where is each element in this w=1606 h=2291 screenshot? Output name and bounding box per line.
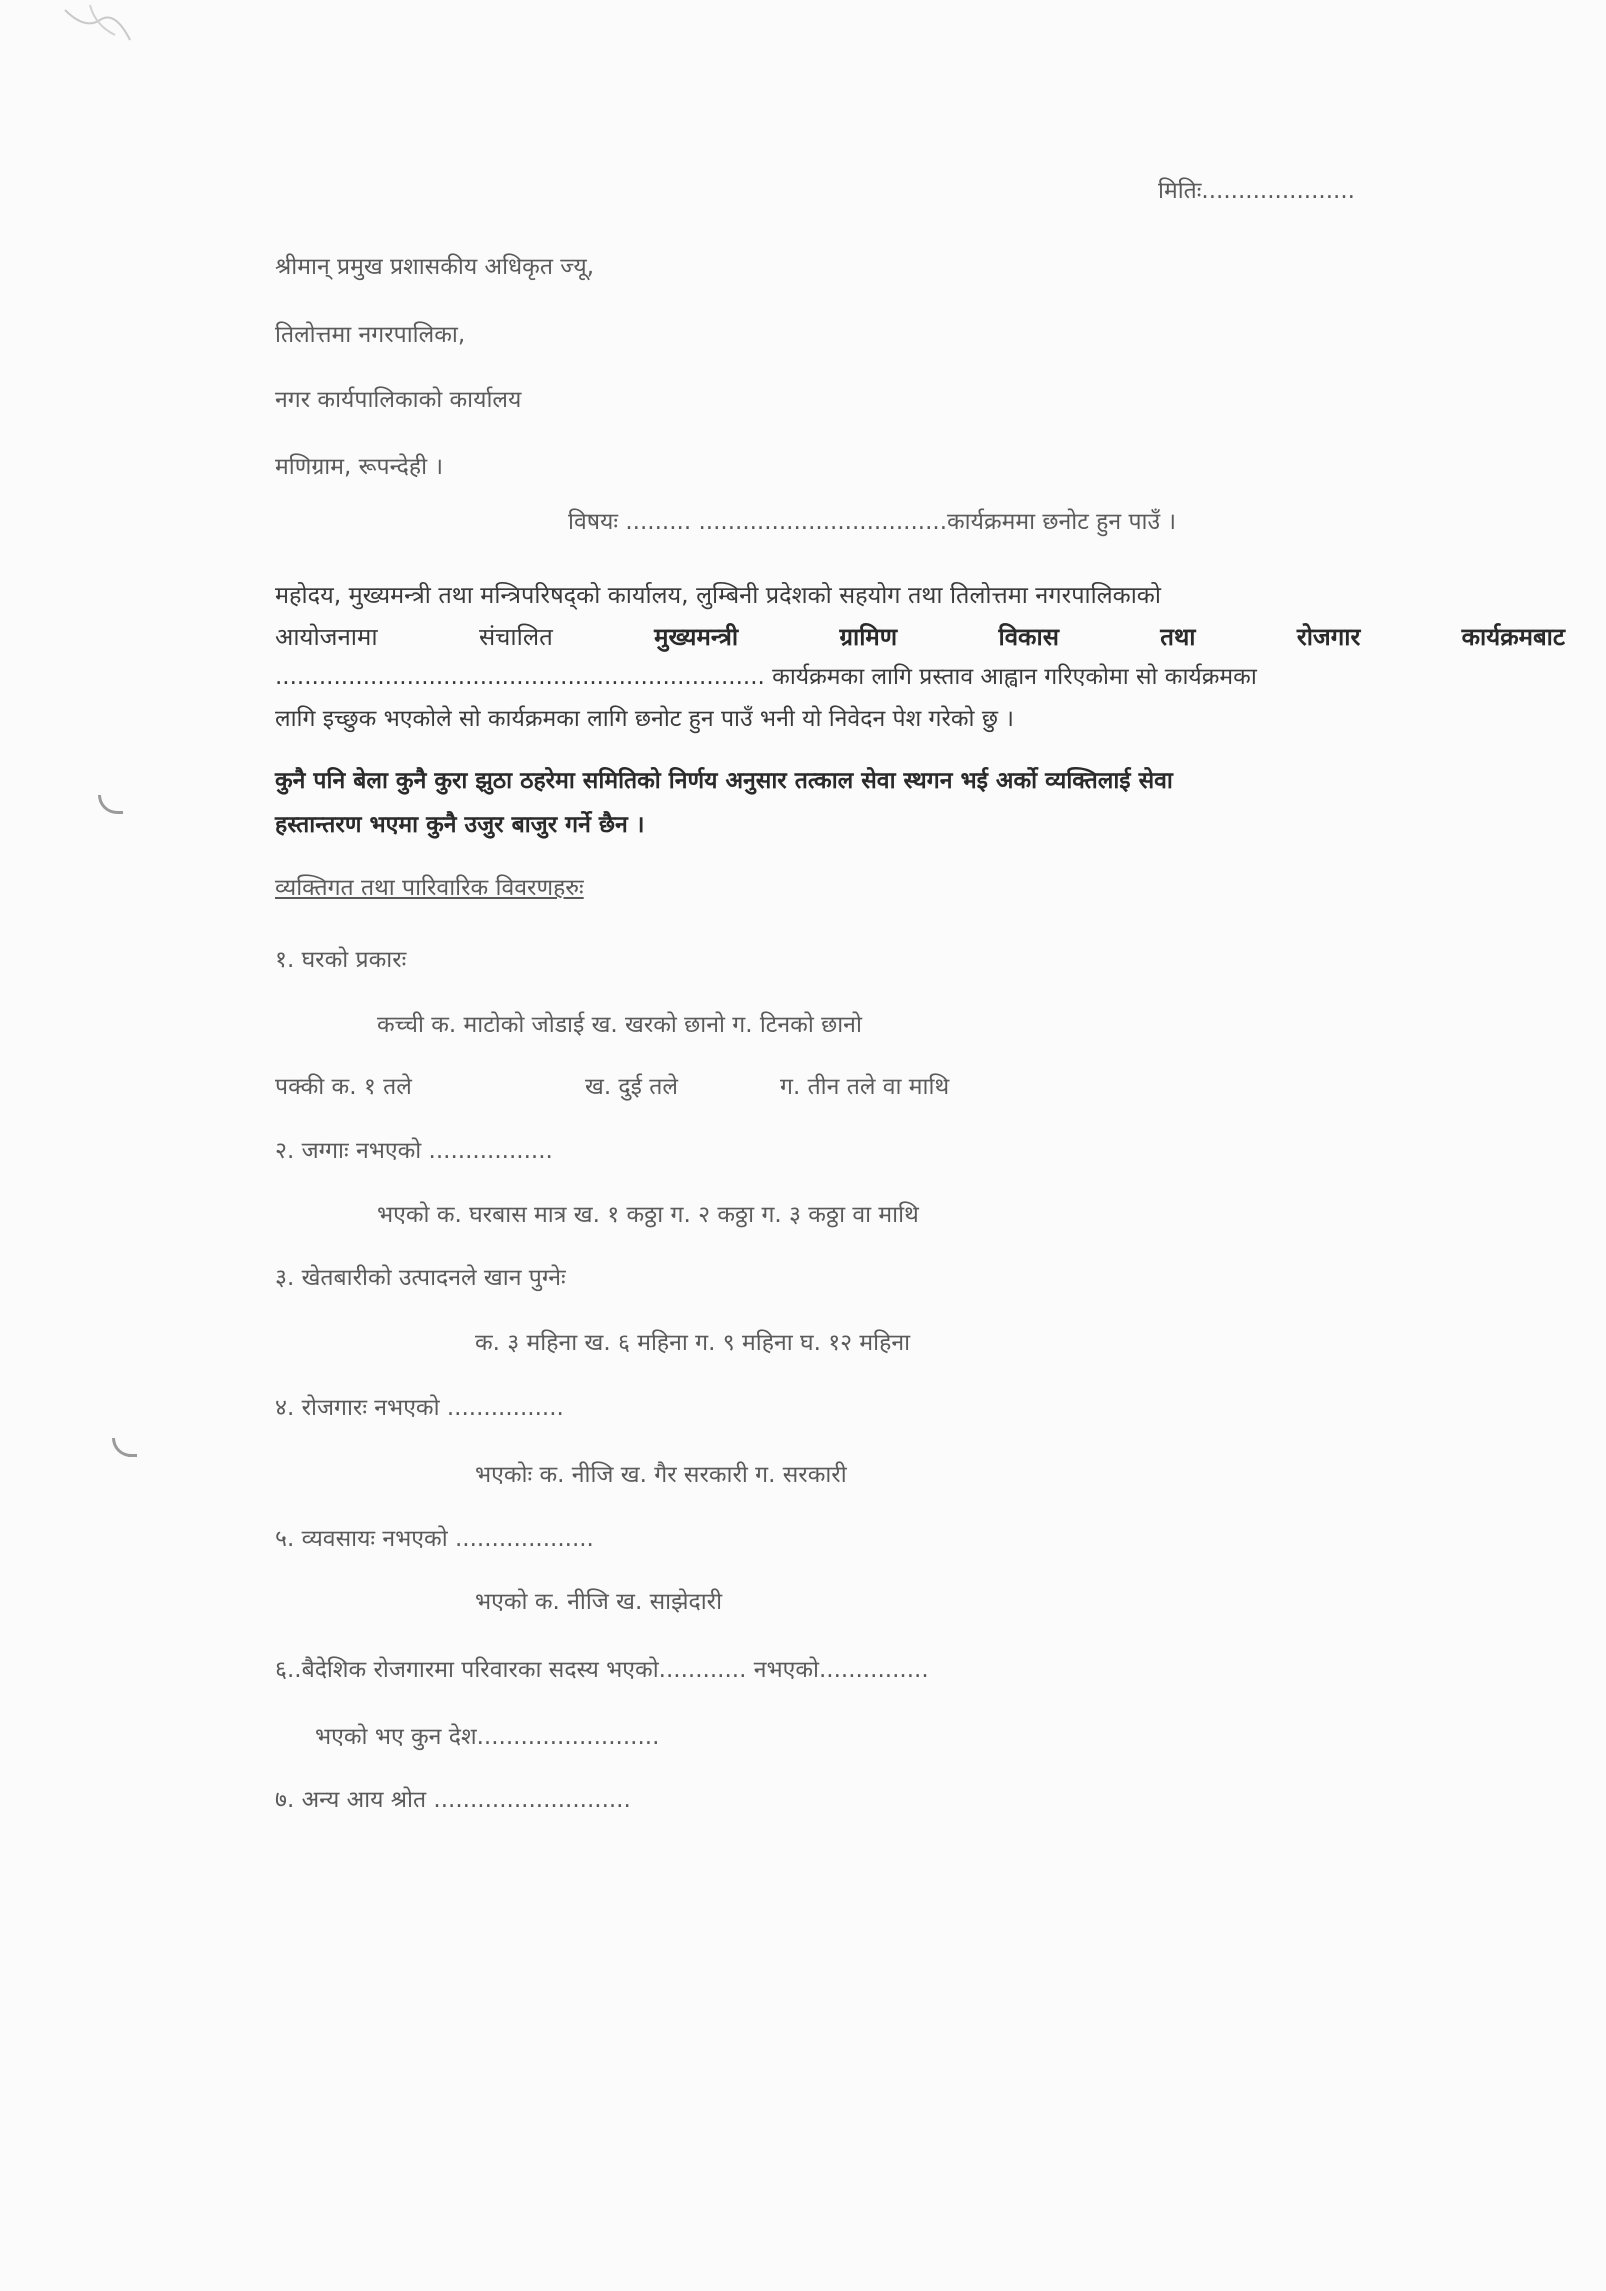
item-4: ४. रोजगारः नभएको ................ xyxy=(275,1395,564,1421)
item-2: २. जग्गाः नभएको ................. xyxy=(275,1138,553,1164)
item-1-pakki-option-a: पक्की क. १ तले xyxy=(275,1074,412,1100)
paragraph-1-line-3: ................................................................... कार्यक्रमका लागि प्रस्ताव आह्वान गरिएकोमा सो कार्यक्रमका xyxy=(275,664,1257,690)
item-4-options: भएकोः क. नीजि ख. गैर सरकारी ग. सरकारी xyxy=(475,1462,847,1488)
paragraph-1-line-4: लागि इच्छुक भएकोले सो कार्यक्रमका लागि छनोट हुन पाउँ भनी यो निवेदन पेश गरेको छु । xyxy=(275,706,1014,732)
address-line-2: तिलोत्तमा नगरपालिका, xyxy=(275,322,466,348)
paragraph-2-line-2: हस्तान्तरण भएमा कुनै उजुर बाजुर गर्ने छैन । xyxy=(275,812,645,838)
para-word-bold: विकास xyxy=(998,623,1059,651)
paragraph-1-line-1: महोदय, मुख्यमन्त्री तथा मन्त्रिपरिषद्को कार्यालय, लुम्बिनी प्रदेशको सहयोग तथा तिलोत्तमा नगरपालिकाको xyxy=(275,581,1161,609)
item-7: ७. अन्य आय श्रोत ........................... xyxy=(275,1787,631,1813)
margin-mark-icon xyxy=(98,795,123,814)
item-6: ६..बैदेशिक रोजगारमा परिवारका सदस्य भएको............ नभएको............... xyxy=(275,1657,929,1683)
item-3: ३. खेतबारीको उत्पादनले खान पुग्नेः xyxy=(275,1265,566,1291)
address-line-4: मणिग्राम, रूपन्देही । xyxy=(275,454,444,480)
item-5: ५. व्यवसायः नभएको ................... xyxy=(275,1526,594,1552)
para-word: संचालित xyxy=(478,623,553,651)
address-line-3: नगर कार्यपालिकाको कार्यालय xyxy=(275,387,522,413)
item-1-pakki-option-b: ख. दुई तले xyxy=(585,1074,678,1100)
para-word-bold: तथा xyxy=(1160,623,1196,651)
para-word-bold: कार्यक्रमबाट xyxy=(1461,623,1565,651)
item-6-country: भएको भए कुन देश......................... xyxy=(315,1724,660,1750)
margin-mark-icon xyxy=(112,1438,137,1457)
item-1-kachchi-options: कच्ची क. माटोको जोडाई ख. खरको छानो ग. टिनको छानो xyxy=(377,1012,862,1038)
section-heading: व्यक्तिगत तथा पारिवारिक विवरणहरुः xyxy=(275,875,584,901)
para-word-bold: ग्रामिण xyxy=(839,623,898,651)
paragraph-1-line-2 xyxy=(275,622,1565,652)
address-line-1: श्रीमान् प्रमुख प्रशासकीय अधिकृत ज्यू, xyxy=(275,254,595,280)
corner-scribble-icon xyxy=(60,0,140,60)
para-word-bold: मुख्यमन्त्री xyxy=(654,623,739,651)
item-5-options: भएको क. नीजि ख. साझेदारी xyxy=(475,1589,723,1615)
item-1-pakki-option-c: ग. तीन तले वा माथि xyxy=(780,1074,950,1100)
subject-line: विषयः ......... ..................................कार्यक्रममा छनोट हुन पाउँ । xyxy=(568,509,1177,535)
para-word-bold: रोजगार xyxy=(1296,623,1361,651)
para-word: आयोजनामा xyxy=(275,623,378,651)
item-1: १. घरको प्रकारः xyxy=(275,947,407,973)
paragraph-2-line-1: कुनै पनि बेला कुनै कुरा झुठा ठहरेमा समितिको निर्णय अनुसार तत्काल सेवा स्थगन भई अर्को व्यक्तिलाई सेवा xyxy=(275,768,1173,794)
date-line: मितिः..................... xyxy=(1158,178,1355,204)
item-3-options: क. ३ महिना ख. ६ महिना ग. ९ महिना घ. १२ महिना xyxy=(475,1330,911,1356)
item-2-options: भएको क. घरबास मात्र ख. १ कठ्ठा ग. २ कठ्ठा ग. ३ कठ्ठा वा माथि xyxy=(377,1202,919,1228)
